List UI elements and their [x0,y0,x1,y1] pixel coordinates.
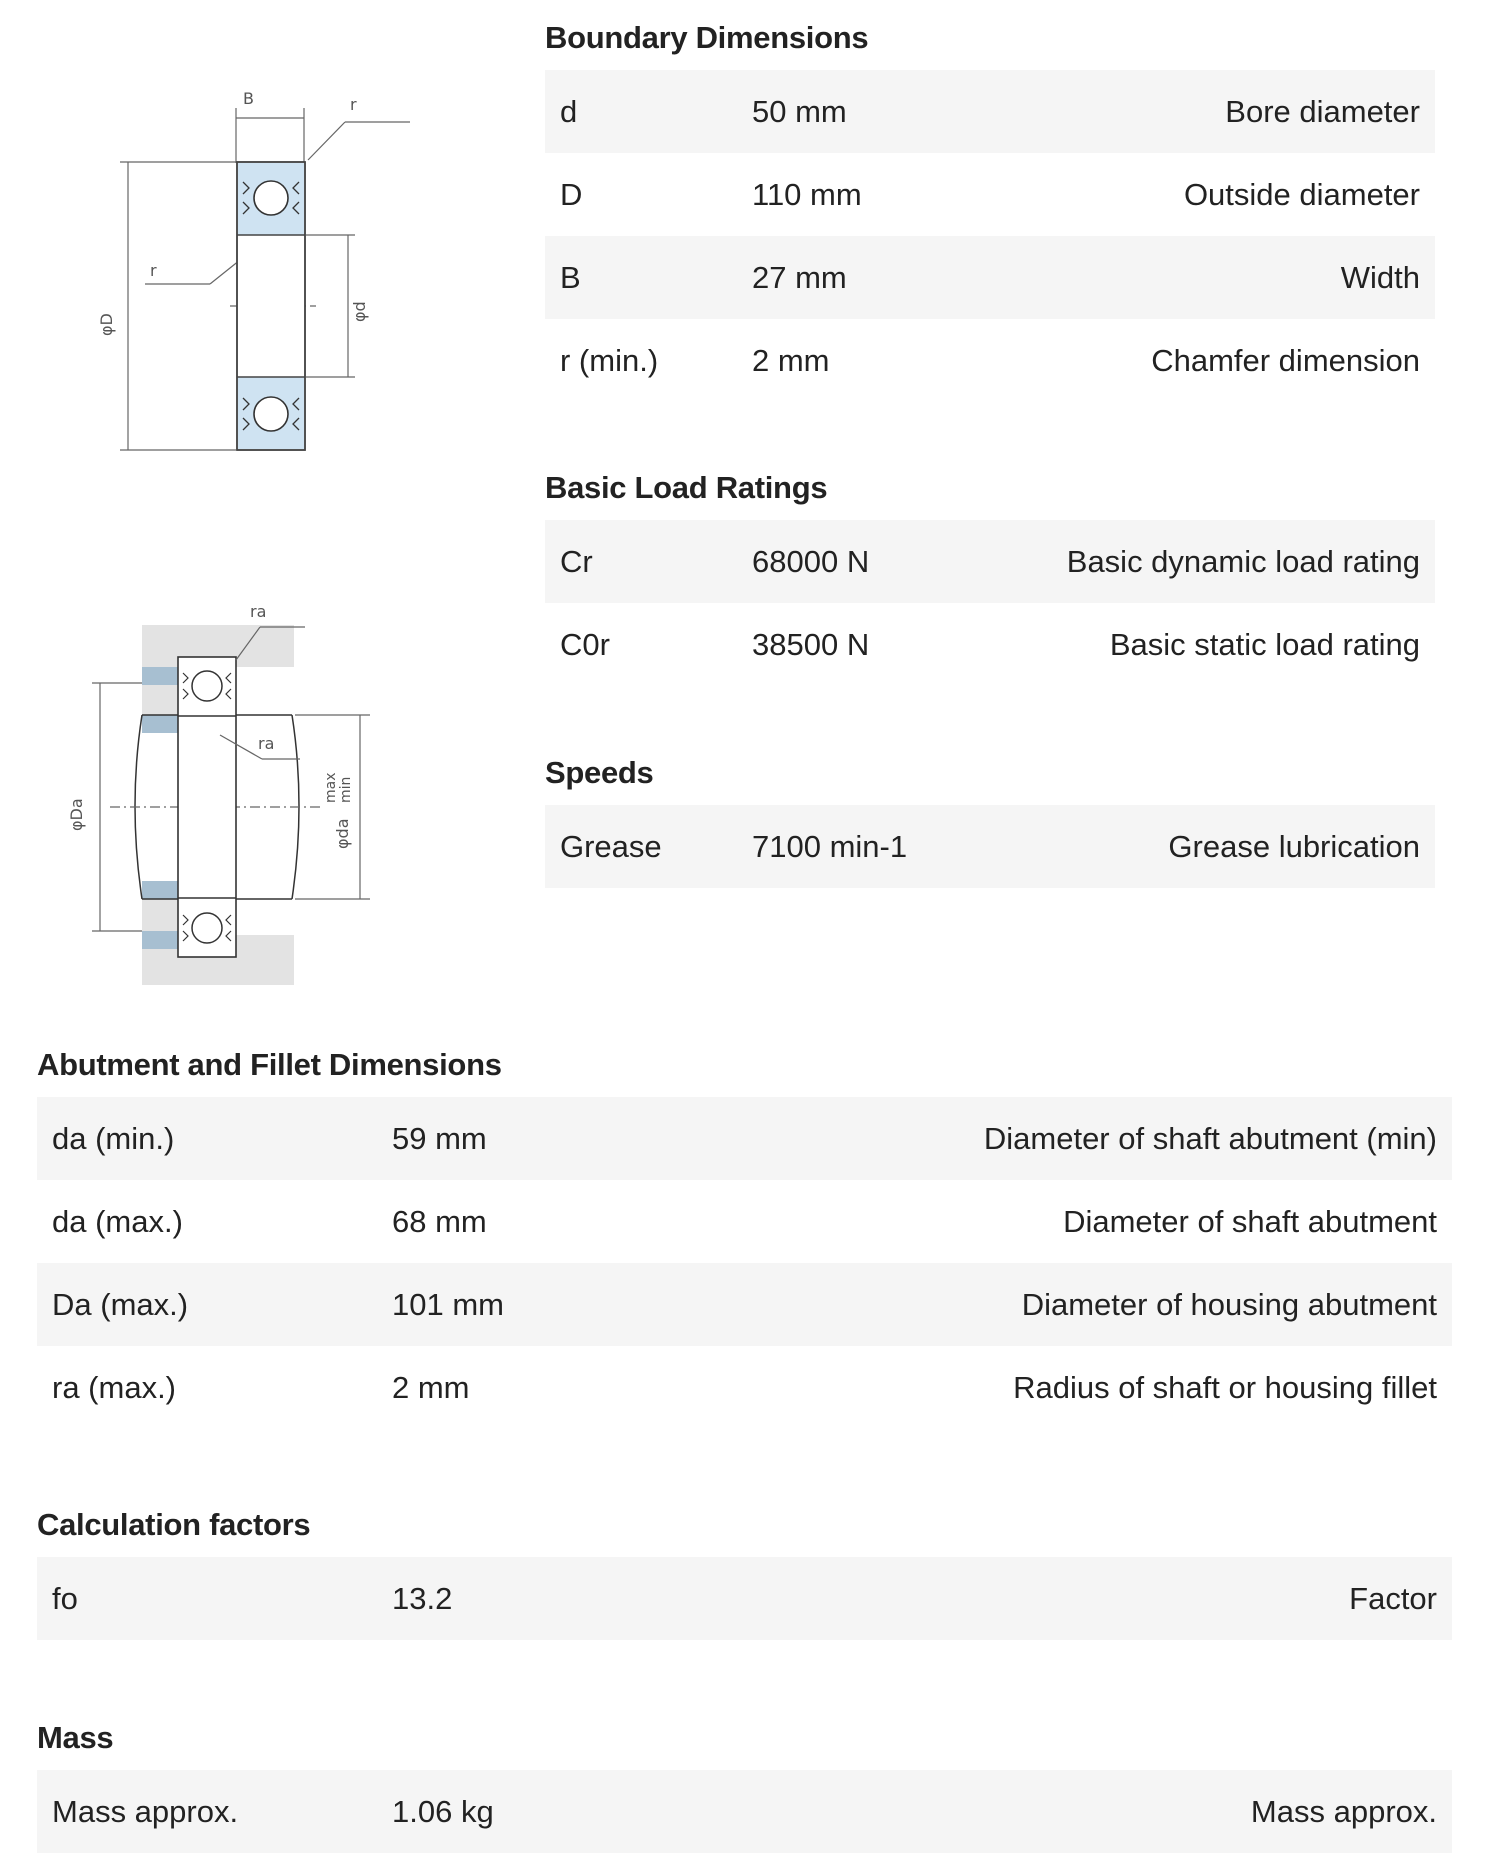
label-B: B [243,89,254,108]
table-row [37,1557,1452,1640]
description-cell: Chamfer dimension [1151,342,1420,378]
description-cell: Outside diameter [1183,176,1420,212]
value-cell: 68 mm [392,1203,487,1239]
description-cell: Mass approx. [732,1770,1452,1853]
symbol-cell: Cr [545,520,752,603]
description-cell: Width [1052,236,1435,319]
description-cell: Basic dynamic load rating [1052,520,1435,603]
label-phi-da: φda [333,818,352,849]
symbol-cell: C0r [560,626,610,662]
table-row [545,603,1435,686]
table-row [37,1180,1452,1263]
abutment-table [37,1097,1452,1429]
symbol-cell: d [545,70,752,153]
table-row [545,153,1435,236]
table-row [37,1263,1452,1346]
label-r-left: r [150,261,157,280]
label-r-top: r [350,95,357,114]
value-cell: 27 mm [752,236,1052,319]
symbol-cell: D [560,176,583,212]
symbol-cell: B [545,236,752,319]
table-row [37,1770,1452,1853]
boundary-dimensions-table [545,70,1435,402]
table-row [545,70,1435,153]
value-cell: 50 mm [752,70,1052,153]
value-cell: 1.06 kg [392,1770,732,1853]
abutment-fillet-diagram [50,585,440,1005]
table-row [545,805,1435,888]
description-cell: Diameter of shaft abutment [1063,1203,1437,1239]
speeds-section [545,755,1435,888]
description-cell: Radius of shaft or housing fillet [1013,1369,1437,1405]
symbol-cell: Grease [545,805,752,888]
section-title: Speeds [545,755,654,790]
value-cell: 59 mm [392,1097,732,1180]
mass-table [37,1770,1452,1853]
load-ratings-section [545,470,1435,686]
label-ra-mid: ra [258,734,275,753]
table-row [545,520,1435,603]
symbol-cell: Mass approx. [37,1770,392,1853]
value-cell: 38500 N [752,626,870,662]
description-cell: Factor [732,1557,1452,1640]
label-phi-D: φD [97,313,116,336]
symbol-cell: r (min.) [560,342,659,378]
table-row [545,319,1435,402]
label-min: min [338,776,354,803]
label-phi-d: φd [350,301,369,322]
symbol-cell: Da (max.) [37,1263,392,1346]
section-title: Abutment and Fillet Dimensions [37,1047,502,1082]
boundary-dimensions-section [545,20,1435,402]
label-ra-top: ra [250,602,267,621]
value-cell: 110 mm [752,176,862,212]
symbol-cell: fo [37,1557,392,1640]
symbol-cell: da (min.) [37,1097,392,1180]
label-phi-Da: φDa [67,798,86,831]
calculation-factors-table [37,1557,1452,1640]
mass-section [37,1720,1452,1853]
section-title: Basic Load Ratings [545,470,828,505]
load-ratings-table [545,520,1435,686]
value-cell: 2 mm [752,342,830,378]
section-title: Mass [37,1720,114,1755]
description-cell: Diameter of shaft abutment (min) [732,1097,1452,1180]
symbol-cell: ra (max.) [52,1369,176,1405]
table-row [37,1346,1452,1429]
description-cell: Bore diameter [1052,70,1435,153]
section-title: Boundary Dimensions [545,20,869,55]
table-row [37,1097,1452,1180]
symbol-cell: da (max.) [52,1203,183,1239]
bearing-dimension-diagram [80,70,440,470]
value-cell: 2 mm [392,1369,470,1405]
calculation-factors-section [37,1507,1452,1640]
value-cell: 13.2 [392,1557,732,1640]
section-title: Calculation factors [37,1507,311,1542]
label-max: max [323,772,339,803]
speeds-table [545,805,1435,888]
value-cell: 101 mm [392,1263,732,1346]
value-cell: 7100 min-1 [752,805,1052,888]
abutment-section [37,1047,1452,1429]
description-cell: Basic static load rating [1109,626,1420,662]
value-cell: 68000 N [752,520,1052,603]
description-cell: Grease lubrication [1052,805,1435,888]
description-cell: Diameter of housing abutment [732,1263,1452,1346]
table-row [545,236,1435,319]
